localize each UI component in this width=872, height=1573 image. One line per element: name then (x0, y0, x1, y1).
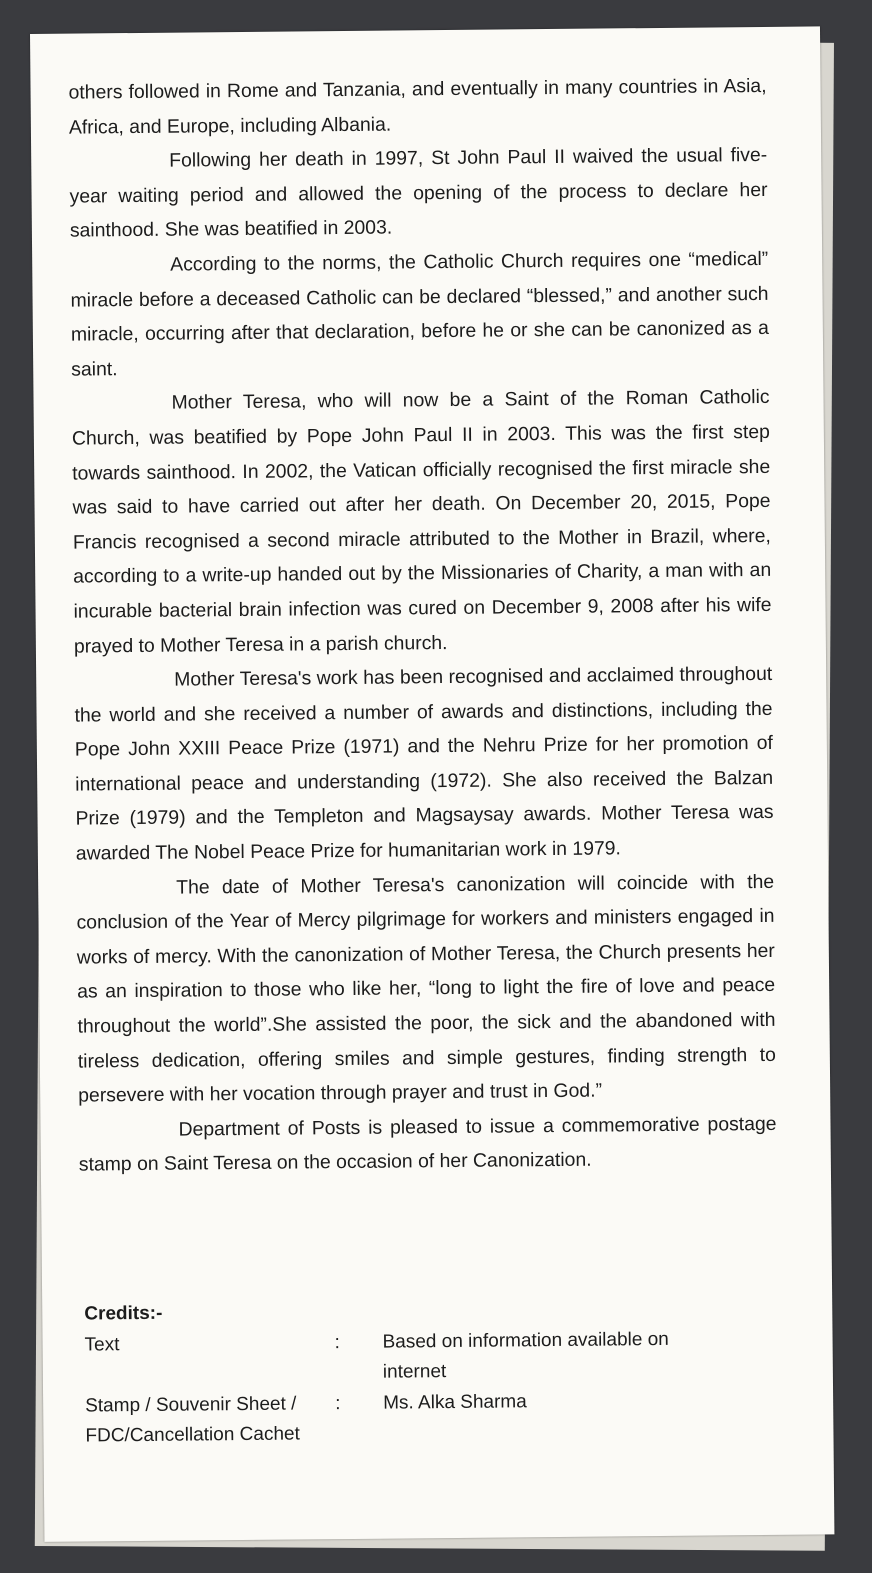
paragraph: Mother Teresa's work has been recognised and acclaimed throughout the world and she received a number of awards and distinctions, including the Pope John XXIII Peace Prize (1971) and the Nehru Prize for her promotion of international peace and understanding (1972). She also received the Balzan Prize (1979) and the Templeton and Magsaysay awards. Mother Teresa was awarded The Nobel Peace Prize for humanitarian work in 1979. (74, 662, 774, 865)
paragraph: Department of Posts is pleased to issue a commemorative postage stamp on Saint Teresa on the occasion of her Canonization. (78, 1112, 777, 1176)
paragraph: Following her death in 1997, St John Paul II waived the usual five-year waiting period and allowed the opening of the process to declare her sainthood. She was beatified in 2003. (69, 144, 768, 243)
credit-row-stamp (85, 1384, 784, 1452)
credit-label: Stamp / Souvenir Sheet / FDC/Cancellation Cachet (85, 1393, 300, 1447)
credits-section (84, 1293, 783, 1452)
body-text (68, 69, 777, 1183)
credit-value: Based on information available on internet (382, 1328, 669, 1383)
credit-row-text (84, 1323, 783, 1391)
credit-colon: : (334, 1331, 340, 1353)
credit-label: Text (84, 1333, 120, 1356)
paragraph: others followed in Rome and Tanzania, and eventually in many countries in Asia, Africa, and Europe, including Albania. (68, 74, 767, 139)
paragraph: Mother Teresa, who will now be a Saint of the Roman Catholic Church, was beatified by Pope John Paul II in 2003. This was the first step towards sainthood. In 2002, the Vatican officially recognised the first miracle she was said to have carried out after her death. On December 20, 2015, Pope Francis recognised a second miracle attributed to the Mother in Brazil, where, according to a write-up handed out by the Missionaries of Charity, a man with an incurable bacterial brain infection was cured on December 9, 2008 after his wife prayed to Mother Teresa in a parish church. (71, 386, 772, 658)
credits-title: Credits:- (84, 1302, 163, 1325)
credit-colon: : (335, 1392, 341, 1414)
paragraph: According to the norms, the Catholic Church requires one “medical” miracle before a deceased Catholic can be declared “blessed,” and another such miracle, occurring after that declaration, before he or she can be canonized as a saint. (70, 247, 769, 381)
brochure-page (30, 26, 834, 1542)
paragraph: The date of Mother Teresa's canonization will coincide with the conclusion of the Year of Mercy pilgrimage for workers and ministers engaged in works of mercy. With the canonization of Mother Teresa, the Church presents her as an inspiration to those who like her, “long to light the fire of love and peace throughout the world”.She assisted the poor, the sick and the abandoned with tireless dedication, offering smiles and simple gestures, finding strength to persevere with her vocation through prayer and trust in God.” (76, 870, 776, 1107)
credit-value: Ms. Alka Sharma (383, 1390, 527, 1414)
